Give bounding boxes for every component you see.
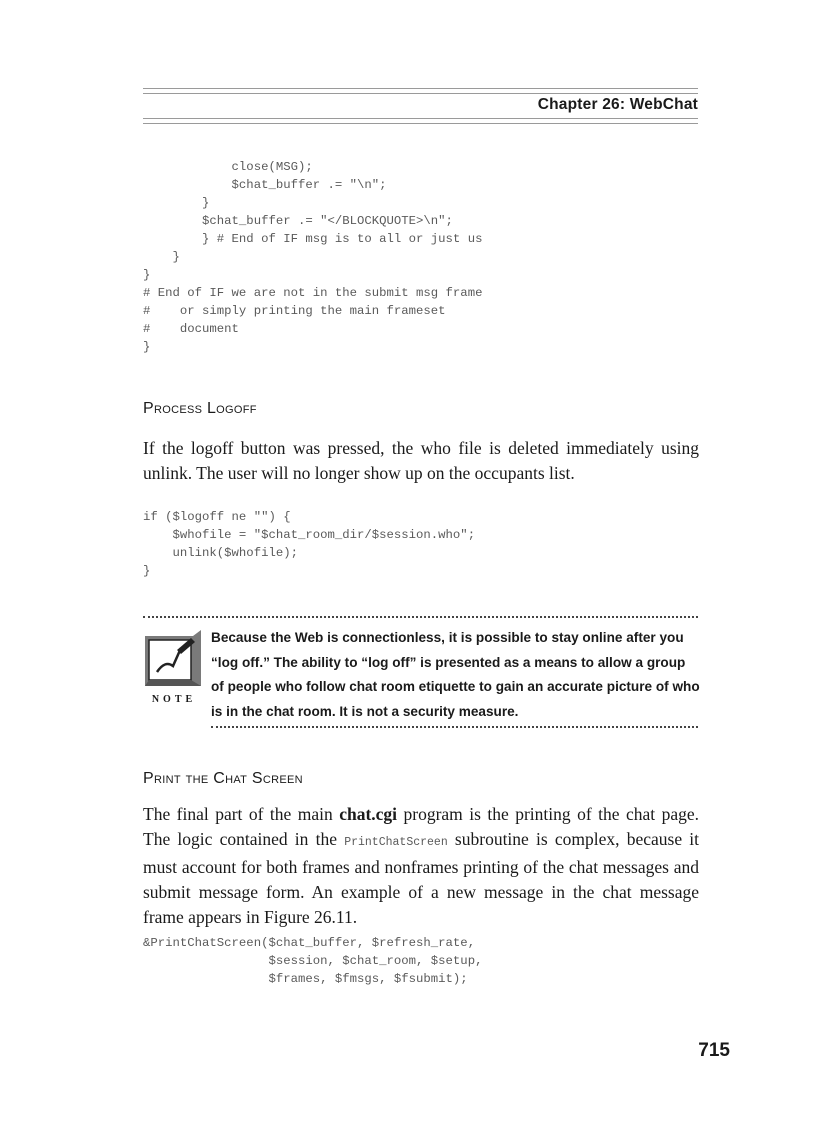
code-block-logoff: if ($logoff ne "") { $whofile = "$chat_room_dir/$session.who"; unlink($whofile); } [143,510,476,578]
paragraph-logoff: If the logoff button was pressed, the who file is deleted immediately using unlink. The user will no longer show up on the occupants list. [143,438,699,483]
paragraph-print-chat-screen [143,802,699,930]
paragraph-text: subroutine is complex, because it must account for both frames and nonframes printing of the chat messages and submit message form. An example of a new message in the chat message frame appears in Figure 26.11. [143,829,700,927]
inline-code-printchatscreen: PrintChatScreen [344,836,448,849]
code-block-chat-buffer: close(MSG); $chat_buffer .= "\n"; } $chat_buffer .= "</BLOCKQUOTE>\n"; } # End of IF msg is to all or just us } } # End of IF we are not in the submit msg frame # or simply printing the main frameset # document } [143,160,483,354]
paragraph-text: The final part of the main [143,804,340,824]
paragraph-text: program is the printing of the chat page. The logic contained in the [143,804,699,849]
header-rule-top [143,88,698,94]
section-heading-print-chat-screen: Print the Chat Screen [143,770,303,787]
note-divider-top [143,616,698,618]
note-pencil-icon [143,630,205,708]
note-text: Because the Web is connectionless, it is possible to stay online after you “log off.” The ability to “log off” is presented as a means to allow a group of people who follow chat room etiquette to gain an accurate picture of who is in the chat room. It is not a security measure. [211,630,700,719]
header-rule-bottom [143,118,698,124]
note-label: NOTE [151,694,197,705]
running-head: Chapter 26: WebChat [537,96,698,113]
section-heading-process-logoff: Process Logoff [143,400,257,417]
bold-term-chat-cgi: chat.cgi [339,804,398,824]
note-icon [143,630,205,708]
code-block-printchatscreen: &PrintChatScreen($chat_buffer, $refresh_rate, $session, $chat_room, $setup, $frames, $fmsgs, $fsubmit); [143,936,483,986]
note-divider-bottom [211,726,698,728]
page-number: 715 [698,1040,730,1061]
